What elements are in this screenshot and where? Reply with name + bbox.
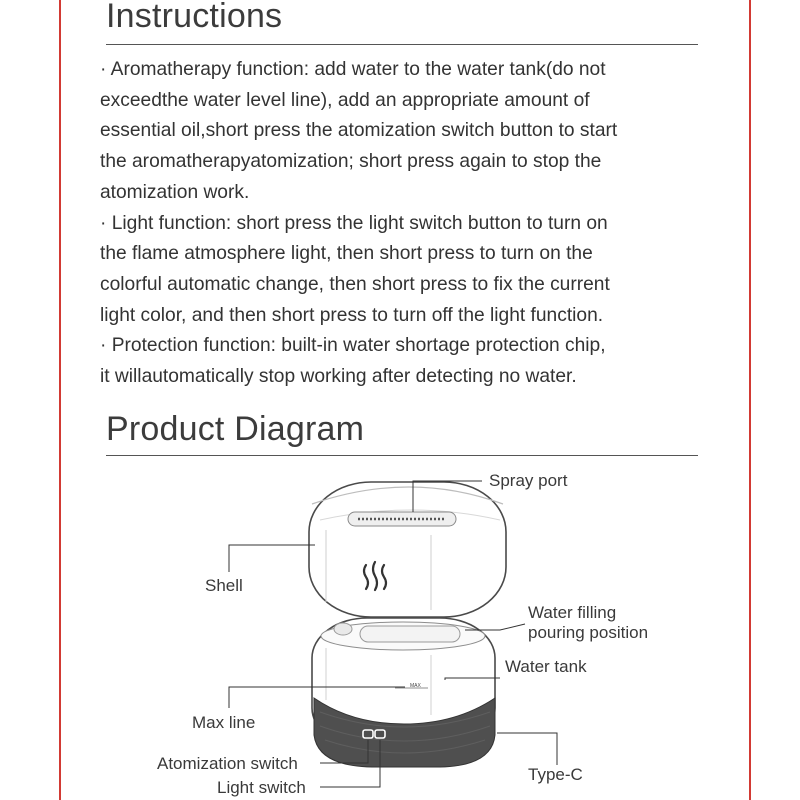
instructions-title: Instructions bbox=[106, 0, 283, 35]
product-diagram-title: Product Diagram bbox=[106, 410, 365, 448]
max-mark-text: MAX bbox=[410, 683, 421, 689]
atomization-switch-label: Atomization switch bbox=[157, 754, 298, 773]
instruction-line: the flame atmosphere light, then short press to turn on the bbox=[100, 243, 593, 265]
type-c-label: Type-C bbox=[528, 765, 583, 784]
water-filling-label-line2: pouring position bbox=[528, 623, 649, 642]
water-tank-label: Water tank bbox=[505, 657, 587, 676]
spray-port-illustration bbox=[348, 512, 456, 526]
instruction-line: essential oil,short press the atomization switch button to start bbox=[100, 120, 618, 142]
instruction-line: the aromatherapyatomization; short press again to stop the bbox=[100, 151, 602, 173]
instruction-line: atomization work. bbox=[100, 181, 250, 203]
instruction-line: · Light function: short press the light switch button to turn on bbox=[100, 212, 608, 234]
shell-leader bbox=[229, 545, 315, 572]
instruction-line: · Protection function: built-in water shortage protection chip, bbox=[100, 335, 606, 357]
water-filling-label-line1: Water filling bbox=[528, 603, 617, 622]
type-c-leader bbox=[497, 733, 557, 765]
instruction-line: it willautomatically stop working after detecting no water. bbox=[100, 366, 577, 388]
instruction-line: · Aromatherapy function: add water to the water tank(do not bbox=[100, 59, 606, 80]
light-switch-label: Light switch bbox=[217, 778, 306, 797]
max-line-label: Max line bbox=[192, 713, 256, 732]
shell-label: Shell bbox=[205, 576, 243, 595]
instruction-line: exceedthe water level line), add an appropriate amount of bbox=[100, 89, 590, 111]
instruction-line: colorful automatic change, then short press to fix the current bbox=[100, 273, 610, 295]
spray-port-label: Spray port bbox=[489, 471, 568, 490]
shell-illustration bbox=[309, 482, 506, 617]
instruction-line: light color, and then short press to turn off the light function. bbox=[100, 304, 604, 326]
